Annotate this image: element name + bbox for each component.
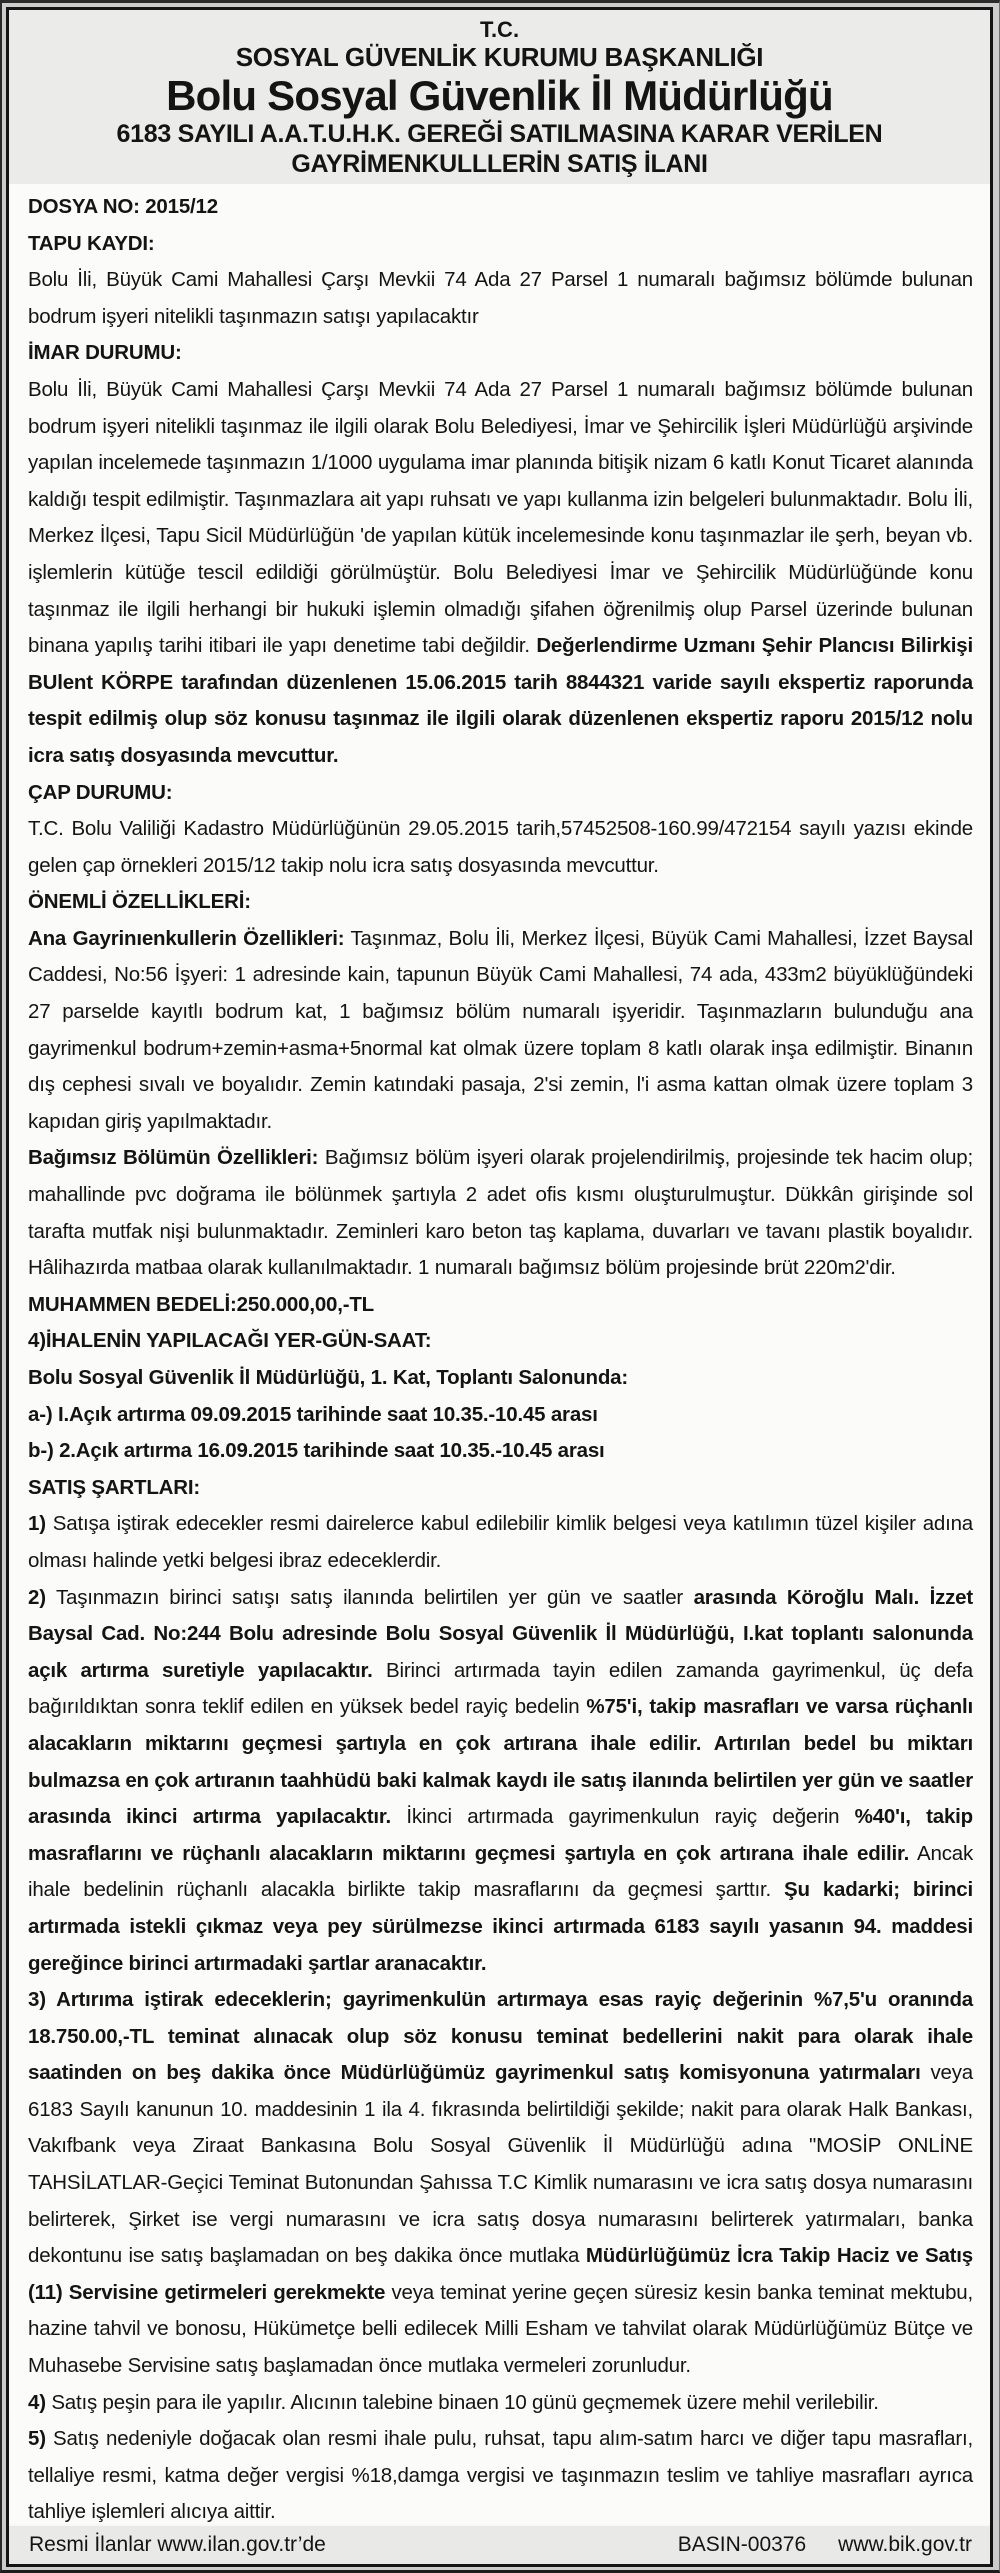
- auction-date-2: b-) 2.Açık artırma 16.09.2015 tarihinde saat 10.35.-10.45 arası: [28, 1439, 605, 1463]
- independent-section-lead: Bağımsız Bölümün Özellikleri:: [28, 1146, 319, 1170]
- republic-abbrev: T.C.: [479, 17, 520, 42]
- notice-footer: [9, 2524, 990, 2564]
- auction-location-line: Bolu Sosyal Güvenlik İl Müdürlüğü, 1. Kat, Toplantı Salonunda:: [28, 1366, 628, 1389]
- auction-date-1: a-) I.Açık artırma 09.09.2015 tarihinde saat 10.35.-10.45 arası: [28, 1402, 598, 1426]
- file-number: DOSYA NO: 2015/12: [28, 195, 218, 218]
- notice-subtitle: 6183 SAYILI A.A.T.U.H.K. GEREĞİ SATILMASINA KARAR VERİLEN GAYRİMENKULLLERİN SATIŞ İLANI: [116, 120, 883, 178]
- notice-header: [9, 10, 990, 184]
- zoning-status-heading: İMAR DURUMU:: [28, 341, 182, 365]
- cadastre-paragraph: T.C. Bolu Valiliği Kadastro Müdürlüğünün 29.05.2015 tarih,57452508-160.99/472154 sayılı yazısı ekinde gelen çap örnekleri 2015/12 takip nolu icra satış dosyasında mevcuttur.: [28, 817, 973, 877]
- sale-term-2: 2) Taşınmazın birinci satışı satış ilanında belirtilen yer gün ve saatler arasında Köroğlu Malı. İzzet Baysal Cad. No:244 Bolu adresinde Bolu Sosyal Güvenlik İl Müdürlüğü, I.kat toplantı salonunda açık artırma suretiyle yapılacaktır. Birinci artırmada tayin edilen zamanda gayrimenkul, üç defa bağırıldıktan sonra teklif edilen en yüksek bedel rayiç bedelin %75'i, takip masrafları ve varsa rüçhanlı alacakların miktarını geçmesi şartıyla en çok artırana ihale edilir. Artırılan bedel bu miktarı bulmazsa en çok artıranın taahhüdü baki kalmak kaydı ile satış ilanında belirtilen yer gün ve saatler arasında ikinci artırma yapılacaktır. İkinci artırmada gayrimenkulun rayiç değerin %40'ı, takip masraflarını ve rüçhanlı alacakların miktarını geçmesi şartıyla en çok artırana ihale edilir. Ancak ihale bedelinin rüçhanlı alacakla birlikte takip masraflarını da geçmesi şarttır. Şu kadarki; birinci artırmada istekli çıkmaz veya pey sürülmezse ikinci artırmada 6183 sayılı yasanın 94. maddesi gereğince birinci artırmadaki şartlar aranacaktır.: [28, 1585, 973, 1975]
- main-property-text: Taşınmaz, Bolu İli, Merkez İlçesi, Büyük Cami Mahallesi, İzzet Baysal Caddesi, No:56 İşyeri: 1 adresinde kain, tapunun Büyük Cami Mahallesi, 74 ada, 433m2 büyüklüğündeki 27 parselde kayıtlı bodrum kat, 1 bağımsız bölüm numaralı işyeridir. Taşınmazların bulunduğu ana gayrimenkul bodrum+zemin+asma+5normal kat olmak üzere toplam 8 katlı olarak inşa edilmiştir. Binanın dış cephesi sıvalı ve boyalıdır. Zemin katındaki pasaja, 2'si zemin, l'i asma kattan olmak üzere toplam 3 kapıdan giriş yapılmaktadır.: [28, 926, 973, 1133]
- estimated-value: MUHAMMEN BEDELİ:250.000,00,-TL: [28, 1292, 374, 1316]
- bik-site-text: www.bik.gov.tr: [838, 2533, 972, 2556]
- sale-term-1: 1) Satışa iştirak edecekler resmi dairelerce kabul edilebilir kimlik belgesi veya katılımın tüzel kişiler adına olması halinde yetki belgesi ibraz edeceklerdir.: [28, 1512, 973, 1572]
- deed-record-paragraph: Bolu İli, Büyük Cami Mahallesi Çarşı Mevkii 74 Ada 27 Parsel 1 numaralı bağımsız bölümde bulunan bodrum işyeri nitelikli taşınmazın satışı yapılacaktır: [28, 268, 973, 328]
- main-property-paragraph: [28, 921, 973, 1141]
- cadastre-heading: ÇAP DURUMU:: [28, 780, 173, 804]
- important-features-heading: ÖNEMLİ ÖZELLİKLERİ:: [28, 890, 251, 914]
- zoning-status-paragraph: [28, 372, 973, 775]
- sale-terms-heading: SATIŞ ŞARTLARI:: [28, 1475, 201, 1499]
- main-property-lead: Ana Gayrinıenkullerin Özellikleri:: [28, 926, 345, 950]
- sale-term-5: 5) Satış nedeniyle doğacak olan resmi ihale pulu, ruhsat, tapu alım-satım harcı ve diğer tapu masrafları, tellaliye resmi, katma değer vergisi %18,damga vergisi ve taşınmazın teslim ve tahliye masrafları ayrıca tahliye işlemleri alıcıya aittir.: [28, 2427, 973, 2524]
- independent-section-paragraph: [28, 1140, 973, 1286]
- sale-term-3: 3) Artırıma iştirak edeceklerin; gayrimenkulün artırmaya esas rayiç değerinin %7,5'u oranında 18.750.00,-TL teminat alınacak olup söz konusu teminat bedellerini nakit para olarak ihale saatinden on beş dakika önce Müdürlüğümüz gayrimenkul satış komisyonuna yatırmaları veya 6183 Sayılı kanunun 10. maddesinin 1 ila 4. fıkrasında belirtildiği şekilde; nakit para olarak Halk Bankası, Vakıfbank veya Ziraat Bankasına Bolu Sosyal Güvenlik İl Müdürlüğü adına "MOSİP ONLİNE TAHSİLATLAR-Geçici Teminat Butonundan Şahıssa T.C Kimlik numarasını ve icra satış dosya numarasını belirterek, Şirket ise vergi numarasını ve icra satış dosya numarasını belirterek yatırmaları, banka dekontunu ise satış başlamadan on beş dakika önce mutlaka Müdürlüğümüz İcra Takip Haciz ve Satış (11) Servisine getirmeleri gerekmekte veya teminat yerine geçen süresiz kesin banka teminat mektubu, hazine tahvil ve bonosu, Hükümetçe belli edilecek Milli Esham ve tahvilat olarak Müdürlüğümüz Bütçe ve Muhasebe Servisine satış başlamadan önce mutlaka vermeleri zorunludur.: [28, 1988, 973, 2378]
- official-ads-site-text: Resmi İlanlar www.ilan.gov.tr’de: [29, 2533, 326, 2556]
- appraisal-bold-text: Değerlendirme Uzmanı Şehir Plancısı Bilirkişi BUlent KÖRPE tarafından düzenlenen 15.06.2015 tarih 8844321 varide sayılı ekspertiz raporunda tespit edilmiş olup söz konusu taşınmaz ile ilgili olarak düzenlenen ekspertiz raporu 2015/12 nolu icra satış dosyasında mevcuttur.: [28, 634, 973, 767]
- directorate-title: Bolu Sosyal Güvenlik İl Müdürlüğü: [166, 72, 833, 119]
- sale-notice-box: [6, 7, 993, 2567]
- institution-title: SOSYAL GÜVENLİK KURUMU BAŞKANLIĞI: [235, 42, 764, 72]
- notice-body: [9, 184, 990, 2524]
- zoning-text: Bolu İli, Büyük Cami Mahallesi Çarşı Mevkii 74 Ada 27 Parsel 1 numaralı bağımsız bölümde bulunan bodrum işyeri nitelikli taşınmaz ile ilgili olarak Bolu Belediyesi, İmar ve Şehircilik İşleri Müdürlüğü arşivinde yapılan incelemede taşınmazın 1/1000 uygulama imar planında bitişik nizam 6 katlı Konut Ticaret alanında kaldığı tespit edilmiştir. Taşınmazlara ait yapı ruhsatı ve yapı kullanma izin belgeleri bulunmaktadır. Bolu İli, Merkez İlçesi, Tapu Sicil Müdürlüğün 'de yapılan kütük incelemesinde konu taşınmazlar ile şerh, beyan vb. işlemlerin kütüğe tescil edildiği görülmüştür. Bolu Belediyesi İmar ve Şehircilik Müdürlüğünde konu taşınmaz ile ilgili herhangi bir hukuki işlemin olmadığı şifahen öğrenilmiş olup Parsel üzerinde bulunan binana yapılış tarihi itibari ile yapı denetime tabi değildir.: [28, 377, 973, 658]
- footer-right-group: [678, 2526, 972, 2564]
- sale-term-4: 4) Satış peşin para ile yapılır. Alıcının talebine binaen 10 günü geçmemek üzere mehil verilebilir.: [28, 2390, 879, 2414]
- auction-place-heading: 4)İHALENİN YAPILACAĞI YER-GÜN-SAAT:: [28, 1329, 432, 1353]
- press-code: BASIN-00376: [677, 2533, 807, 2556]
- deed-record-heading: TAPU KAYDI:: [28, 231, 155, 255]
- independent-section-text: Bağımsız bölüm işyeri olarak projelendirilmiş, projesinde tek hacim olup; mahallinde pvc doğrama ile bölünmek şartıyla 2 adet ofis kısmı oluşturulmuştur. Dükkân girişinde sol tarafta mutfak nişi bulunmaktadır. Zeminleri karo beton taş kaplama, duvarları ve tavanı plastik boyalıdır. Hâlihazırda matbaa olarak kullanılmaktadır. 1 numaralı bağımsız bölüm projesinde brüt 220m2'dir.: [28, 1146, 973, 1280]
